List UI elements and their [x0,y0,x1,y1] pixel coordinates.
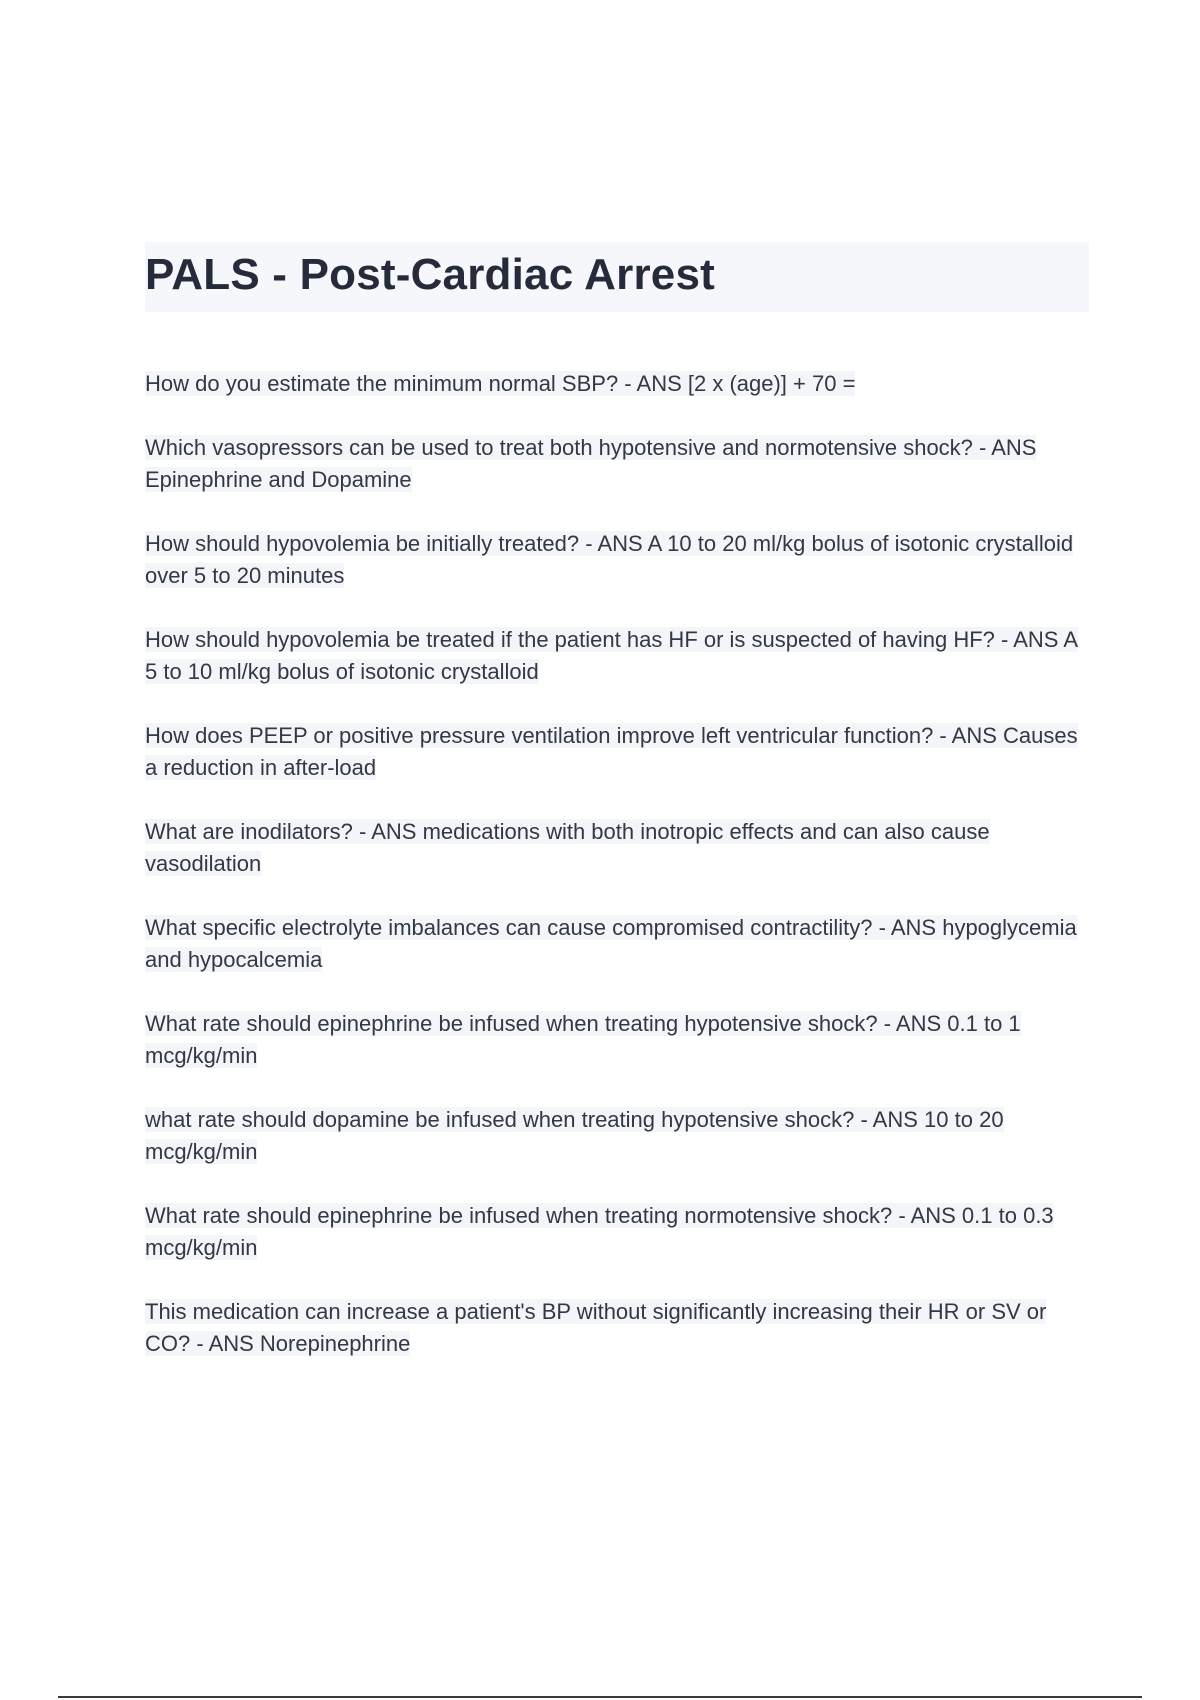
title-bar [145,242,1089,312]
qa-item [145,432,1089,496]
qa-text: How do you estimate the minimum normal SBP? - ANS [2 x (age)] + 70 = [145,371,856,396]
qa-text: What specific electrolyte imbalances can cause compromised contractility? - ANS hypoglycemia and hypocalcemia [145,915,1077,972]
qa-item [145,1104,1089,1168]
qa-list [145,368,1089,1392]
qa-item [145,912,1089,976]
qa-text: How should hypovolemia be treated if the patient has HF or is suspected of having HF? - ANS A 5 to 10 ml/kg bolus of isotonic crystalloid [145,627,1079,684]
qa-item [145,528,1089,592]
qa-text: What are inodilators? - ANS medications with both inotropic effects and can also cause vasodilation [145,819,990,876]
qa-text: What rate should epinephrine be infused when treating normotensive shock? - ANS 0.1 to 0.3 mcg/kg/min [145,1203,1054,1260]
qa-text: what rate should dopamine be infused when treating hypotensive shock? - ANS 10 to 20 mcg/kg/min [145,1107,1004,1164]
page-title: PALS - Post-Cardiac Arrest [145,250,716,299]
qa-item [145,816,1089,880]
qa-text: What rate should epinephrine be infused when treating hypotensive shock? - ANS 0.1 to 1 mcg/kg/min [145,1011,1021,1068]
footer-divider [58,1696,1142,1698]
qa-item [145,1008,1089,1072]
qa-text: How should hypovolemia be initially treated? - ANS A 10 to 20 ml/kg bolus of isotonic crystalloid over 5 to 20 minutes [145,531,1074,588]
qa-item [145,624,1089,688]
qa-item [145,720,1089,784]
qa-item [145,1296,1089,1360]
qa-text: How does PEEP or positive pressure ventilation improve left ventricular function? - ANS Causes a reduction in after-load [145,723,1078,780]
qa-item [145,368,1089,400]
qa-text: This medication can increase a patient's BP without significantly increasing their HR or SV or CO? - ANS Norepinephrine [145,1299,1047,1356]
qa-text: Which vasopressors can be used to treat both hypotensive and normotensive shock? - ANS Epinephrine and Dopamine [145,435,1037,492]
qa-item [145,1200,1089,1264]
